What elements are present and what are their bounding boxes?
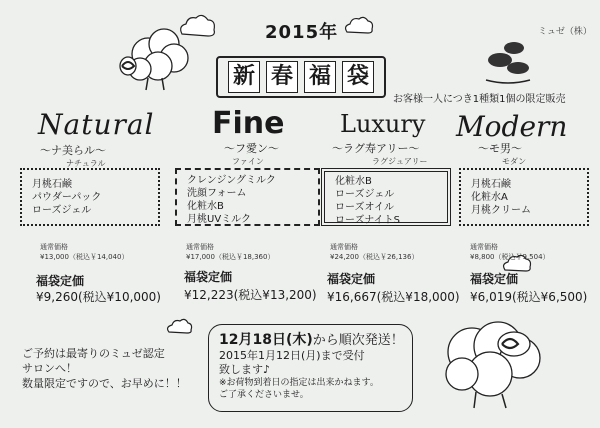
cloud-icon xyxy=(176,12,216,42)
set-kana: モダン xyxy=(502,157,527,166)
shipping-line: ご了承くださいませ。 xyxy=(219,390,309,400)
fukubukuro-price: ¥12,223(税込¥13,200) xyxy=(184,288,317,302)
pine-ornament-icon xyxy=(478,30,538,86)
items-box-modern xyxy=(459,168,589,226)
fukubukuro-title xyxy=(216,56,386,98)
regular-price: ¥8,800（税込￥9,504） xyxy=(470,253,550,261)
shipping-line: 2015年1月12日(月)まで受付 xyxy=(219,349,365,362)
fukubukuro-price: ¥9,260(税込¥10,000) xyxy=(36,290,161,304)
list-item: 月桃UVミルク xyxy=(187,214,251,225)
shipping-date-suffix: から順次発送！ xyxy=(312,333,404,348)
items-box-fine xyxy=(175,168,320,226)
shipping-date-line xyxy=(219,329,402,349)
title-char: 袋 xyxy=(342,61,374,93)
regular-price-label: 通常価格 xyxy=(470,243,498,251)
shipping-notice xyxy=(208,324,413,412)
reservation-note xyxy=(22,346,187,391)
regular-price: ¥17,000（税込￥18,360） xyxy=(186,253,275,261)
regular-price: ¥24,200（税込￥26,136） xyxy=(330,253,419,261)
shipping-date: 12月18日(木) xyxy=(219,332,313,348)
list-item: ローズナイトS xyxy=(335,215,400,226)
list-item: パウダーパック xyxy=(32,192,102,203)
list-item: 化粧水B xyxy=(335,176,372,187)
title-char: 福 xyxy=(304,61,336,93)
set-subtitle: 〜フ愛ン〜 xyxy=(224,142,279,155)
title-char: 新 xyxy=(228,61,260,93)
year-heading: 2015年 xyxy=(265,22,339,43)
fukubukuro-price-label: 福袋定価 xyxy=(36,274,85,288)
set-name-natural: Natural xyxy=(38,108,155,141)
reservation-line: 数量限定ですので、お早めに！！ xyxy=(22,377,187,390)
list-item: 洗顔フォーム xyxy=(187,188,247,199)
list-item: 月桃石鹸 xyxy=(32,179,72,190)
regular-price-label: 通常価格 xyxy=(330,243,358,251)
set-name-fine: Fine xyxy=(212,106,285,141)
set-kana: ラグジュアリー xyxy=(372,157,428,166)
list-item: ローズオイル xyxy=(335,202,394,213)
set-name-luxury: Luxury xyxy=(340,110,426,138)
list-item: 月桃石鹸 xyxy=(471,179,511,190)
fukubukuro-price: ¥6,019(税込¥6,500) xyxy=(470,290,588,304)
title-char: 春 xyxy=(266,61,298,93)
set-kana: ナチュラル xyxy=(66,159,106,168)
fukubukuro-price-label: 福袋定価 xyxy=(184,270,233,284)
cloud-icon xyxy=(342,14,374,38)
shipping-line: 致します♪ xyxy=(219,363,271,376)
set-subtitle: 〜ナ美らル〜 xyxy=(40,144,106,157)
list-item: 化粧水A xyxy=(471,192,508,203)
list-item: ローズジェル xyxy=(32,205,92,216)
reservation-line: サロンへ！ xyxy=(22,362,77,375)
fukubukuro-price: ¥16,667(税込¥18,000) xyxy=(327,290,460,304)
set-subtitle: 〜モ男〜 xyxy=(478,142,522,155)
cloud-icon xyxy=(164,316,194,338)
fukubukuro-price-label: 福袋定価 xyxy=(470,272,519,286)
limit-note: お客様一人につき1種類1個の限定販売 xyxy=(393,94,566,105)
list-item: 化粧水B xyxy=(187,201,224,212)
list-item: 月桃クリーム xyxy=(471,205,531,216)
sheep-illustration xyxy=(432,302,562,412)
shipping-line: ※お荷物到着日の指定は出来かねます。 xyxy=(219,378,379,388)
regular-price-label: 通常価格 xyxy=(186,243,214,251)
set-subtitle: 〜ラグ寿アリー〜 xyxy=(332,142,420,155)
fukubukuro-price-label: 福袋定価 xyxy=(327,272,376,286)
shop-credit: ミュゼ（株） xyxy=(538,27,592,37)
list-item: ローズジェル xyxy=(335,189,395,200)
reservation-line: ご予約は最寄りのミュゼ認定 xyxy=(22,347,165,360)
regular-price: ¥13,000（税込￥14,040） xyxy=(40,253,129,261)
set-kana: ファイン xyxy=(232,157,264,166)
items-box-natural xyxy=(20,168,160,226)
list-item: クレンジングミルク xyxy=(187,175,276,186)
set-name-modern: Modern xyxy=(456,110,568,143)
regular-price-label: 通常価格 xyxy=(40,243,68,251)
items-box-luxury xyxy=(321,168,451,226)
